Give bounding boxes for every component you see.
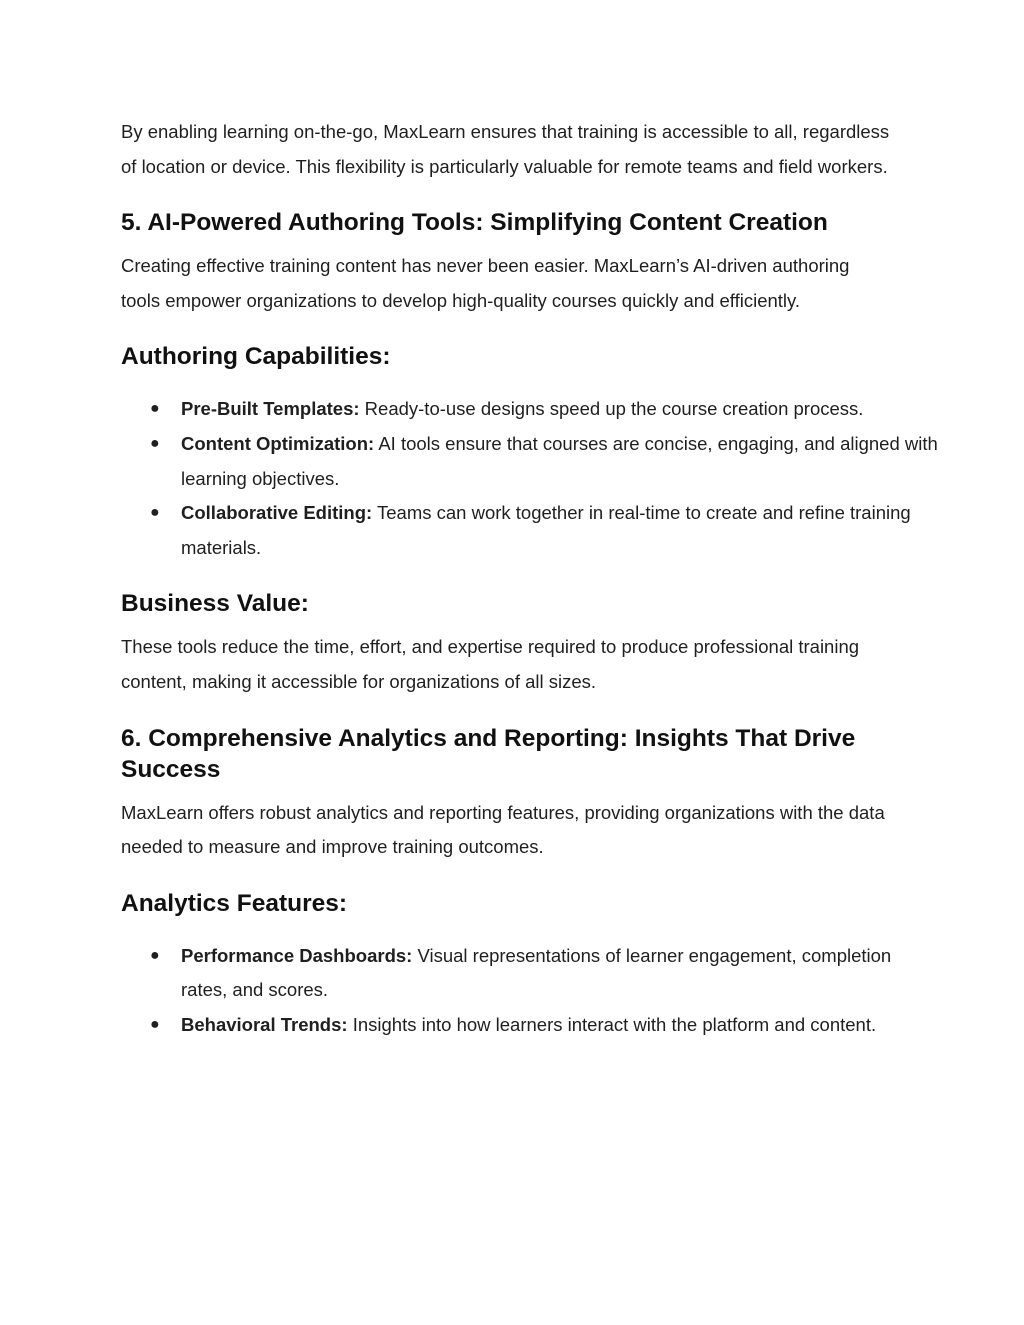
section-5-paragraph: Creating effective training content has never been easier. MaxLearn’s AI-driven authoring tools empower organizations to develop high-quality courses quickly and efficiently. <box>121 255 850 311</box>
list-item-text: Teams can work together in real-time to create and refine training materials. <box>181 502 911 558</box>
bullet-icon: ● <box>150 434 160 452</box>
business-value-heading: Business Value: <box>121 590 309 618</box>
section-6-paragraph: MaxLearn offers robust analytics and reporting features, providing organizations with the data needed to measure and improve training outcomes. <box>121 801 885 858</box>
list-item <box>121 1008 941 1043</box>
list-item-text: Insights into how learners interact with the platform and content. <box>347 1013 877 1035</box>
business-value-paragraph: These tools reduce the time, effort, and expertise required to produce professional training content, making it accessible for organizations of all sizes. <box>121 636 860 692</box>
list-item-term: Pre-Built Templates: <box>181 398 360 420</box>
document-page <box>121 115 938 1043</box>
list-item-term: Content Optimization: <box>181 432 375 454</box>
list-item-text: AI tools ensure that courses are concise, engaging, and aligned with learning objectives. <box>181 432 938 489</box>
section-6-heading: 6. Comprehensive Analytics and Reporting: Insights That Drive Success <box>121 724 856 783</box>
list-item-term: Performance Dashboards: <box>181 944 413 966</box>
list-item-text: Ready-to-use designs speed up the course creation process. <box>359 398 864 420</box>
analytics-features-heading: Analytics Features: <box>121 889 348 917</box>
intro-paragraph: By enabling learning on-the-go, MaxLearn ensures that training is accessible to all, regardless of location or device. This flexibility is particularly valuable for remote teams and field workers. <box>121 121 890 177</box>
authoring-capabilities-heading: Authoring Capabilities: <box>121 343 391 371</box>
list-item-term: Behavioral Trends: <box>181 1013 348 1035</box>
section-5-heading: 5. AI-Powered Authoring Tools: Simplifying Content Creation <box>121 209 828 237</box>
bullet-icon: ● <box>150 504 160 522</box>
list-item-text: Visual representations of learner engagement, completion rates, and scores. <box>181 944 892 1001</box>
bullet-icon: ● <box>150 1015 160 1033</box>
list-item-term: Collaborative Editing: <box>181 502 373 524</box>
list-item <box>121 427 961 496</box>
list-item <box>121 939 921 1008</box>
bullet-icon: ● <box>150 400 160 418</box>
bullet-icon: ● <box>150 946 160 964</box>
analytics-features-list <box>121 939 911 1043</box>
list-item <box>121 496 971 565</box>
list-item <box>121 392 901 427</box>
authoring-capabilities-list <box>121 392 938 565</box>
